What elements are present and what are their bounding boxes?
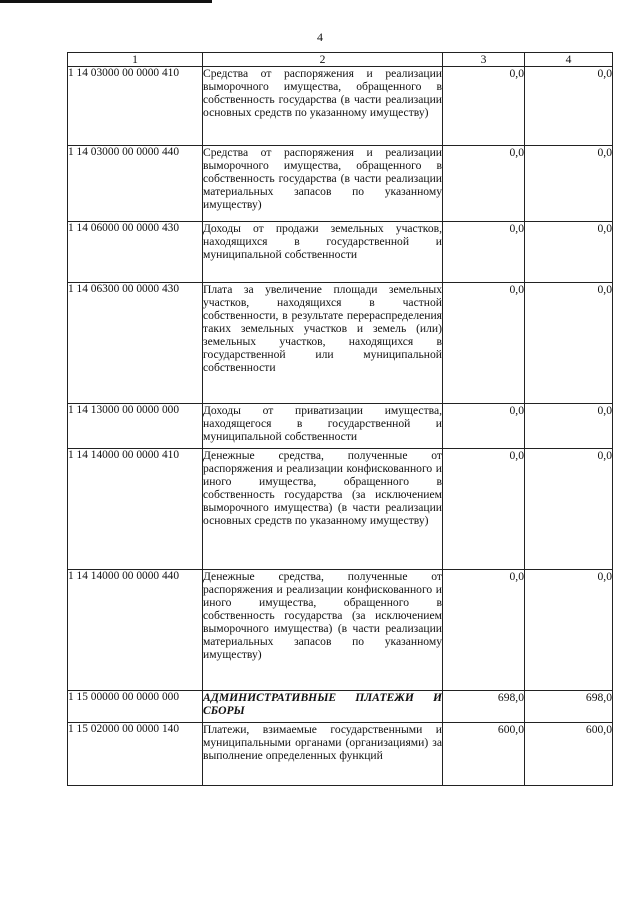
row-description: Доходы от продажи земельных участков, находящихся в государственной и муниципальной собственности — [203, 222, 443, 283]
table-row — [68, 283, 613, 404]
row-value-col4: 698,0 — [525, 691, 613, 723]
row-value-col3: 0,0 — [443, 283, 525, 404]
row-code: 1 14 06300 00 0000 430 — [68, 283, 203, 404]
row-description: Денежные средства, полученные от распоряжения и реализации конфискованного и иного имущества, обращенного в собственность государства (за исключением выморочного имущества) (в части реализации материальных запасов по указанному имуществу) — [203, 570, 443, 691]
row-value-col4: 0,0 — [525, 570, 613, 691]
row-code: 1 15 00000 00 0000 000 — [68, 691, 203, 723]
table-row — [68, 146, 613, 222]
row-value-col3: 0,0 — [443, 404, 525, 449]
row-value-col4: 0,0 — [525, 222, 613, 283]
table-row — [68, 67, 613, 146]
row-value-col3: 600,0 — [443, 723, 525, 786]
row-value-col4: 0,0 — [525, 404, 613, 449]
table-row — [68, 691, 613, 723]
table-row — [68, 449, 613, 570]
row-value-col4: 600,0 — [525, 723, 613, 786]
row-code: 1 15 02000 00 0000 140 — [68, 723, 203, 786]
header-col-4: 4 — [525, 53, 613, 67]
row-code: 1 14 13000 00 0000 000 — [68, 404, 203, 449]
row-value-col3: 0,0 — [443, 570, 525, 691]
header-col-3: 3 — [443, 53, 525, 67]
row-code: 1 14 14000 00 0000 440 — [68, 570, 203, 691]
row-code: 1 14 14000 00 0000 410 — [68, 449, 203, 570]
header-col-1: 1 — [68, 53, 203, 67]
header-col-2: 2 — [203, 53, 443, 67]
row-code: 1 14 03000 00 0000 440 — [68, 146, 203, 222]
table-row — [68, 723, 613, 786]
page-number: 4 — [317, 30, 323, 44]
table-row — [68, 222, 613, 283]
row-description: Плата за увеличение площади земельных участков, находящихся в частной собственности, в результате перераспределения таких земельных участков и земель (или) земельных участков, находящихся в государственной или муниципальной собственности — [203, 283, 443, 404]
row-value-col3: 698,0 — [443, 691, 525, 723]
row-description: АДМИНИСТРАТИВНЫЕ ПЛАТЕЖИ И СБОРЫ — [203, 691, 443, 723]
row-description: Доходы от приватизации имущества, находящегося в государственной и муниципальной собственности — [203, 404, 443, 449]
row-value-col4: 0,0 — [525, 146, 613, 222]
row-code: 1 14 03000 00 0000 410 — [68, 67, 203, 146]
top-edge-bar — [0, 0, 212, 3]
row-description: Средства от распоряжения и реализации выморочного имущества, обращенного в собственность государства (в части реализации материальных запасов по указанному имуществу) — [203, 146, 443, 222]
table-header-row — [68, 53, 613, 67]
row-description: Платежи, взимаемые государственными и муниципальными органами (организациями) за выполнение определенных функций — [203, 723, 443, 786]
row-description: Денежные средства, полученные от распоряжения и реализации конфискованного и иного имущества, обращенного в собственность государства (за исключением выморочного имущества) (в части реализации основных средств по указанному имуществу) — [203, 449, 443, 570]
row-code: 1 14 06000 00 0000 430 — [68, 222, 203, 283]
row-value-col3: 0,0 — [443, 67, 525, 146]
table-row — [68, 404, 613, 449]
row-value-col3: 0,0 — [443, 222, 525, 283]
row-value-col4: 0,0 — [525, 67, 613, 146]
row-value-col3: 0,0 — [443, 449, 525, 570]
table-row — [68, 570, 613, 691]
row-value-col3: 0,0 — [443, 146, 525, 222]
row-description: Средства от распоряжения и реализации выморочного имущества, обращенного в собственность государства (в части реализации основных средств по указанному имуществу) — [203, 67, 443, 146]
revenue-table — [67, 52, 613, 786]
row-value-col4: 0,0 — [525, 449, 613, 570]
row-value-col4: 0,0 — [525, 283, 613, 404]
